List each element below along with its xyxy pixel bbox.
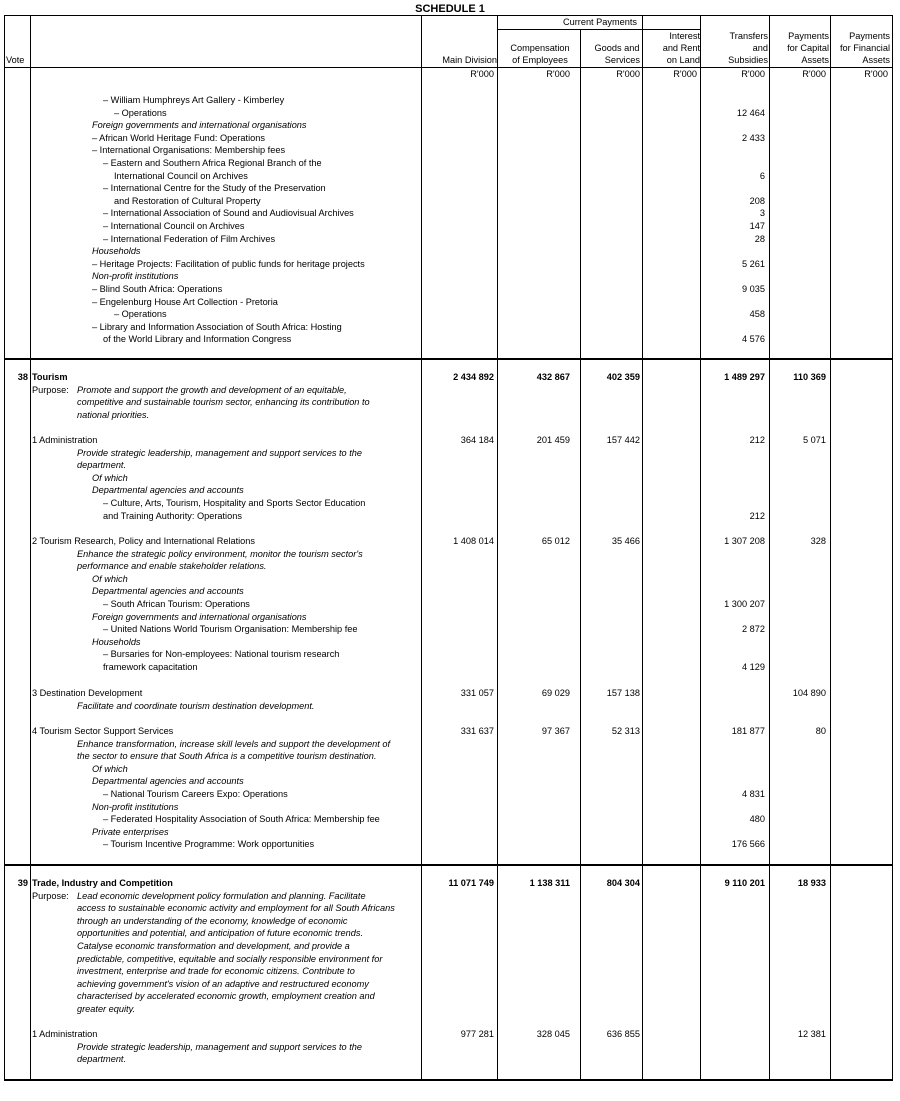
- transfers-value: 147: [749, 221, 765, 231]
- column-rule: [497, 15, 498, 1080]
- financial-header-line3: Assets: [862, 55, 890, 65]
- purpose-label: Purpose:: [32, 890, 69, 901]
- programme-transfers: 1 307 208: [724, 536, 765, 546]
- vote-compensation: 1 138 311: [529, 878, 570, 888]
- detail-line: Departmental agencies and accounts: [92, 776, 244, 787]
- detail-line: – National Tourism Careers Expo: Operations: [103, 789, 288, 799]
- purpose-line: opportunities and potential, and anticipation of future economic trends.: [77, 928, 364, 939]
- detail-line: – South African Tourism: Operations: [103, 599, 250, 609]
- transfers-header-line3: Subsidies: [728, 55, 768, 65]
- programme-description: the sector to ensure that South Africa is a competitive tourism destination.: [77, 751, 377, 762]
- detail-line: – International Council on Archives: [103, 221, 245, 231]
- transfers-value: 208: [749, 195, 765, 206]
- detail-line: – International Federation of Film Archives: [103, 233, 276, 244]
- transfers-value: 480: [749, 814, 765, 825]
- detail-line: and Restoration of Cultural Property: [114, 195, 261, 206]
- vote-goods-services: 804 304: [606, 878, 640, 888]
- programme-main-division: 977 281: [460, 1029, 494, 1039]
- programme-main-division: 331 057: [460, 688, 494, 698]
- column-rule: [421, 15, 422, 1080]
- vote-transfers: 9 110 201: [724, 878, 765, 888]
- programme-compensation: 69 029: [541, 688, 570, 698]
- programme-title: 2 Tourism Research, Policy and International Relations: [32, 536, 255, 546]
- row-rule: [4, 15, 497, 16]
- programme-compensation: 97 367: [541, 726, 570, 736]
- programme-goods-services: 157 442: [606, 435, 640, 445]
- detail-line: – Library and Information Association of South Africa: Hosting: [92, 321, 342, 332]
- programme-transfers: 181 877: [731, 726, 765, 736]
- unit-capital: R'000: [802, 69, 826, 79]
- vote-name: Trade, Industry and Competition: [32, 878, 173, 888]
- detail-line: Foreign governments and international organisations: [92, 611, 307, 622]
- detail-line: Of which: [92, 763, 128, 774]
- detail-line: – Federated Hospitality Association of South Africa: Membership fee: [103, 814, 380, 825]
- detail-line: – Operations: [114, 107, 167, 118]
- transfers-value: 212: [749, 510, 765, 521]
- purpose-line: Lead economic development policy formulation and planning. Facilitate: [77, 890, 366, 901]
- programme-description: Provide strategic leadership, management and support services to the: [77, 447, 362, 458]
- vote-name: Tourism: [32, 372, 68, 382]
- purpose-line: through an understanding of the economy, knowledge of economic: [77, 915, 348, 926]
- programme-main-division: 364 184: [460, 435, 494, 445]
- programme-description: Provide strategic leadership, management and support services to the: [77, 1041, 362, 1052]
- programme-description: Enhance transformation, increase skill levels and support the development of: [77, 738, 391, 749]
- transfers-value: 6: [759, 170, 765, 181]
- column-rule: [580, 30, 581, 1080]
- purpose-line: achieving government's vision of an adaptive and restructured economy: [77, 978, 369, 989]
- programme-capital: 80: [815, 726, 826, 736]
- detail-line: Departmental agencies and accounts: [92, 485, 244, 496]
- interest-header-line2: and Rent: [662, 43, 700, 53]
- compensation-header-line2: of Employees: [512, 55, 568, 65]
- detail-line: and Training Authority: Operations: [103, 510, 242, 521]
- transfers-value: 2 433: [742, 132, 765, 143]
- programme-capital: 12 381: [797, 1029, 826, 1039]
- detail-line: Private enterprises: [92, 826, 169, 837]
- programme-goods-services: 157 138: [606, 688, 640, 698]
- detail-line: Of which: [92, 472, 128, 483]
- transfers-value: 28: [754, 233, 765, 244]
- programme-transfers: 212: [749, 435, 765, 445]
- vote-number: 39: [17, 878, 28, 888]
- unit-comp: R'000: [546, 69, 570, 79]
- programme-compensation: 328 045: [536, 1029, 570, 1039]
- detail-line: – United Nations World Tourism Organisation: Membership fee: [103, 624, 358, 635]
- vote-compensation: 432 867: [536, 372, 570, 382]
- detail-line: Foreign governments and international organisations: [92, 120, 307, 131]
- programme-title: 1 Administration: [32, 435, 98, 445]
- programme-description: performance and enable stakeholder relations.: [77, 561, 267, 572]
- transfers-value: 3: [759, 208, 765, 219]
- programme-title: 1 Administration: [32, 1029, 98, 1039]
- main-division-header: Main Division: [442, 55, 497, 65]
- vote-capital: 18 933: [797, 878, 826, 888]
- purpose-line: national priorities.: [77, 409, 150, 420]
- vote-capital: 110 369: [793, 372, 826, 382]
- row-rule: [4, 864, 893, 866]
- programme-capital: 328: [810, 536, 826, 546]
- programme-main-division: 331 637: [460, 726, 494, 736]
- capital-header-line3: Assets: [801, 55, 829, 65]
- programme-description: Facilitate and coordinate tourism destination development.: [77, 700, 315, 711]
- vote-number: 38: [17, 372, 28, 382]
- transfers-header-line2: and: [752, 43, 768, 53]
- purpose-line: competitive and sustainable tourism sector, enhancing its contribution to: [77, 397, 370, 408]
- column-rule: [700, 15, 701, 1080]
- transfers-value: 5 261: [742, 258, 765, 269]
- detail-line: International Council on Archives: [114, 170, 248, 181]
- transfers-value: 4 576: [742, 334, 765, 345]
- detail-line: framework capacitation: [103, 662, 198, 672]
- row-rule: [497, 29, 700, 30]
- vote-main-division: 11 071 749: [448, 878, 494, 888]
- row-rule: [4, 1079, 893, 1081]
- purpose-line: Promote and support the growth and development of an equitable,: [77, 384, 347, 395]
- current-payments-header: Current Payments: [562, 17, 638, 27]
- transfers-value: 12 464: [736, 107, 765, 118]
- detail-line: Departmental agencies and accounts: [92, 586, 244, 597]
- financial-header-line1: Payments: [849, 31, 890, 41]
- purpose-line: Catalyse economic transformation and development, and provide a: [77, 941, 350, 951]
- transfers-value: 4 129: [742, 662, 765, 672]
- programme-compensation: 201 459: [536, 435, 570, 445]
- purpose-line: greater equity.: [77, 1004, 136, 1014]
- detail-line: Non-profit institutions: [92, 271, 179, 282]
- row-rule: [700, 15, 893, 16]
- purpose-line: characterised by accelerated economic growth, employment creation and: [77, 991, 375, 1002]
- transfers-value: 1 300 207: [724, 599, 765, 609]
- row-rule: [4, 67, 893, 68]
- detail-line: – Blind South Africa: Operations: [92, 284, 223, 294]
- detail-line: – International Centre for the Study of the Preservation: [103, 183, 326, 194]
- vote-main-division: 2 434 892: [453, 372, 494, 382]
- vote-goods-services: 402 359: [606, 372, 640, 382]
- transfers-value: 9 035: [742, 284, 765, 294]
- detail-line: – William Humphreys Art Gallery - Kimberley: [103, 95, 285, 105]
- detail-line: – Heritage Projects: Facilitation of public funds for heritage projects: [92, 258, 365, 269]
- purpose-line: investment, enterprise and trade for economic citizens. Contribute to: [77, 966, 355, 977]
- capital-header-line1: Payments: [788, 31, 829, 41]
- column-rule: [30, 15, 31, 1080]
- detail-line: Non-profit institutions: [92, 801, 179, 812]
- programme-title: 3 Destination Development: [32, 688, 143, 698]
- schedule-title: SCHEDULE 1: [415, 3, 485, 15]
- transfers-header-line1: Transfers: [729, 31, 768, 41]
- detail-line: – International Association of Sound and Audiovisual Archives: [103, 208, 354, 219]
- compensation-header-line1: Compensation: [510, 43, 570, 53]
- column-rule: [830, 15, 831, 1080]
- purpose-label: Purpose:: [32, 384, 69, 395]
- interest-header-line1: Interest: [669, 31, 700, 41]
- purpose-line: access to sustainable economic activity and employment for all South Africans: [77, 903, 395, 914]
- programme-description: department.: [77, 460, 127, 471]
- programme-goods-services: 52 313: [611, 726, 640, 736]
- unit-interest: R'000: [673, 69, 697, 79]
- row-rule: [4, 358, 893, 360]
- programme-capital: 5 071: [803, 435, 826, 445]
- transfers-value: 458: [749, 309, 765, 320]
- detail-line: – Culture, Arts, Tourism, Hospitality and Sports Sector Education: [103, 498, 366, 508]
- capital-header-line2: for Capital: [787, 43, 829, 53]
- goods-header-line2: Services: [604, 55, 640, 65]
- vote-transfers: 1 489 297: [724, 372, 765, 382]
- detail-line: – Bursaries for Non-employees: National tourism research: [103, 649, 340, 660]
- programme-description: Enhance the strategic policy environment, monitor the tourism sector's: [77, 548, 363, 559]
- programme-description: department.: [77, 1054, 127, 1065]
- column-rule: [4, 15, 5, 1080]
- detail-line: Households: [92, 246, 141, 257]
- transfers-value: 176 566: [731, 839, 765, 850]
- column-rule: [892, 15, 893, 1080]
- financial-header-line2: for Financial: [839, 43, 890, 53]
- detail-line: Of which: [92, 573, 128, 584]
- detail-line: – Engelenburg House Art Collection - Pretoria: [92, 296, 278, 307]
- programme-capital: 104 890: [792, 688, 826, 698]
- interest-header-line3: on Land: [666, 55, 700, 65]
- unit-financial: R'000: [864, 69, 888, 79]
- purpose-line: predictable, competitive, equitable and socially responsible environment for: [77, 953, 383, 964]
- programme-goods-services: 636 855: [606, 1029, 640, 1039]
- detail-line: – Tourism Incentive Programme: Work opportunities: [103, 839, 315, 850]
- detail-line: – African World Heritage Fund: Operations: [92, 132, 265, 143]
- column-rule: [642, 15, 643, 1080]
- detail-line: of the World Library and Information Congress: [103, 334, 292, 345]
- programme-compensation: 65 012: [541, 536, 570, 546]
- programme-main-division: 1 408 014: [453, 536, 494, 546]
- row-rule: [497, 15, 700, 16]
- unit-main: R'000: [470, 69, 494, 79]
- transfers-value: 4 831: [742, 789, 765, 799]
- transfers-value: 2 872: [742, 624, 765, 635]
- unit-transfers: R'000: [741, 69, 765, 79]
- programme-goods-services: 35 466: [611, 536, 640, 546]
- programme-title: 4 Tourism Sector Support Services: [32, 726, 174, 736]
- detail-line: Households: [92, 636, 141, 647]
- column-rule: [769, 15, 770, 1080]
- unit-goods: R'000: [616, 69, 640, 79]
- detail-line: – Eastern and Southern Africa Regional Branch of the: [103, 158, 322, 168]
- vote-header: Vote: [6, 55, 25, 65]
- detail-line: – International Organisations: Membership fees: [92, 145, 286, 156]
- goods-header-line1: Goods and: [594, 43, 640, 53]
- detail-line: – Operations: [114, 309, 167, 320]
